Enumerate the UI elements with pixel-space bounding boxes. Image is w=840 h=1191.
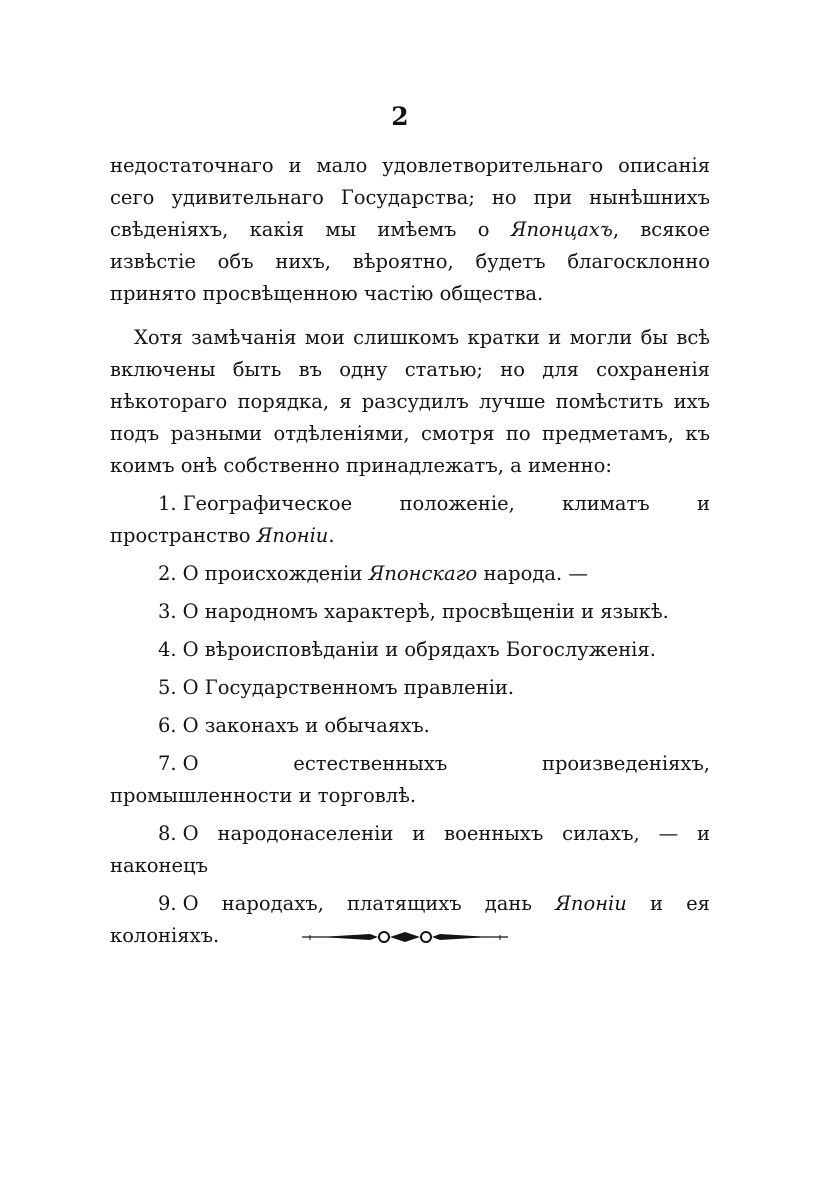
- page-number: 2: [391, 102, 409, 131]
- item-text: О происхожденіи: [182, 562, 369, 585]
- italic-term: Японіи: [256, 524, 329, 547]
- item-number: 2.: [158, 562, 177, 585]
- list-item: [110, 710, 710, 742]
- list-item: [110, 596, 710, 628]
- item-number: 7.: [158, 752, 177, 775]
- item-text: и ея колоніяхъ.: [110, 892, 710, 947]
- item-text: О Государственномъ правленіи.: [182, 676, 515, 699]
- item-text: .: [328, 524, 335, 547]
- paragraph-introduction: Хотя замѣчанія мои слишкомъ кратки и могли бы всѣ включены быть въ одну статью; но для сохраненія нѣкотораго порядка, я разсудилъ лучше помѣстить ихъ подъ разными отдѣленіями, смотря по предметамъ, къ коимъ онѣ собственно принадлежатъ, а именно:: [110, 326, 710, 477]
- paragraph-text: недостаточнаго и мало удовлетворительнаго описанія сего удивительнаго Государства; но при нынѣшнихъ свѣденіяхъ, какія мы имѣемъ о: [110, 154, 710, 241]
- item-text: О естественныхъ произведеніяхъ, промышленности и торговлѣ.: [110, 752, 710, 807]
- list-item: [110, 748, 710, 812]
- item-number: 9.: [158, 892, 177, 915]
- list-item: [110, 488, 710, 552]
- item-text: О народномъ характерѣ, просвѣщеніи и языкѣ.: [182, 600, 669, 623]
- paragraph-continuation: [110, 150, 710, 310]
- item-text: О народонаселеніи и военныхъ силахъ, — и наконецъ: [110, 822, 710, 877]
- list-item: [110, 634, 710, 666]
- item-text: О народахъ, платящихъ дань: [182, 892, 556, 915]
- body-text: [110, 150, 710, 952]
- item-text: О законахъ и обычаяхъ.: [182, 714, 430, 737]
- item-number: 6.: [158, 714, 177, 737]
- item-number: 3.: [158, 600, 177, 623]
- contents-list: [110, 488, 710, 952]
- list-item: [110, 672, 710, 704]
- ornamental-rule-icon: [300, 927, 510, 947]
- list-item: [110, 818, 710, 882]
- italic-term: Японцахъ: [510, 218, 613, 241]
- item-text: Географическое положеніе, климатъ и пространство: [110, 492, 710, 547]
- item-text: О вѣроисповѣданіи и обрядахъ Богослуженія.: [182, 638, 656, 661]
- item-number: 5.: [158, 676, 177, 699]
- italic-term: Японіи: [555, 892, 627, 915]
- list-item: [110, 558, 710, 590]
- item-number: 1.: [158, 492, 177, 515]
- italic-term: Японскаго: [368, 562, 478, 585]
- paragraph-text: , всякое извѣстіе объ нихъ, вѣроятно, будетъ благосклонно принято просвѣщенною частію общества.: [110, 218, 710, 305]
- item-number: 8.: [158, 822, 177, 845]
- item-number: 4.: [158, 638, 177, 661]
- item-text: народа. —: [477, 562, 588, 585]
